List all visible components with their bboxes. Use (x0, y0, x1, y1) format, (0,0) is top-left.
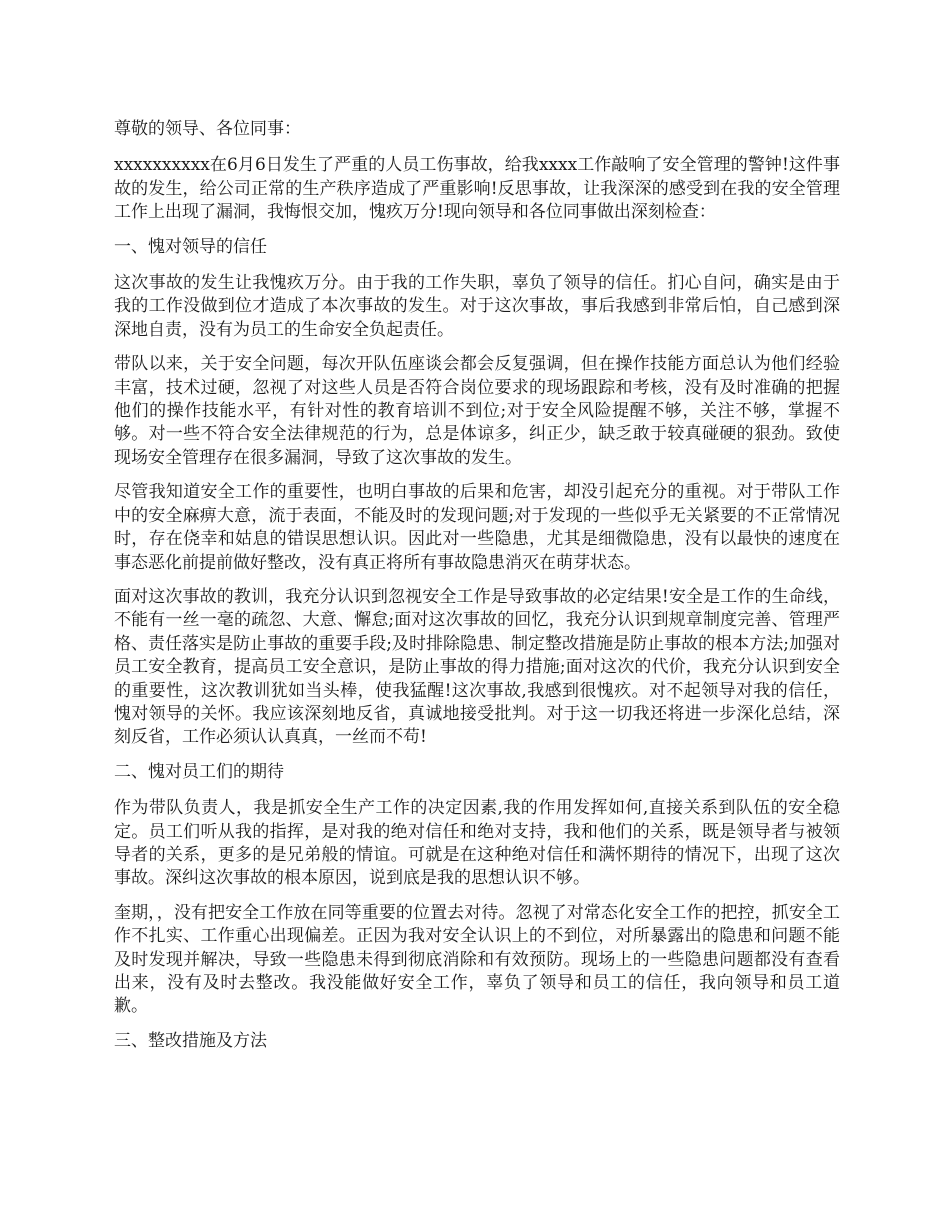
section-3-heading: 三、整改措施及方法 (114, 1030, 267, 1051)
section-1-paragraph-4: 面对这次事故的教训，我充分认识到忽视安全工作是导致事故的必定结果!安全是工作的生命线，不能有一丝一毫的疏忽、大意、懈怠;面对这次事故的回忆，我充分认识到规章制度完善、管理严格、责任落实是防止事故的重要手段;及时排除隐患、制定整改措施是防止事故的根本方法;加强对员工安全教育，提高员工安全意识，是防止事故的得力措施;面对这次的代价，我充分认识到安全的重要性，这次教训犹如当头棒，使我猛醒!这次事故,我感到很愧疚。对不起领导对我的信任，愧对领导的关怀。我应该深刻地反省，真诚地接受批判。对于这一切我还将进一步深化总结，深刻反省，工作必须认认真真，一丝而不苟! (114, 586, 840, 748)
section-1-paragraph-3: 尽管我知道安全工作的重要性，也明白事故的后果和危害，却没引起充分的重视。对于带队工作中的安全麻痹大意，流于表面，不能及时的发现问题;对于发现的一些似乎无关紧要的不正常情况时，存在侥幸和姑息的错误思想认识。因此对一些隐患，尤其是细微隐患，没有以最快的速度在事态恶化前提前做好整改，没有真正将所有事故隐患消灭在萌芽状态。 (114, 482, 840, 573)
section-2-heading: 二、愧对员工们的期待 (114, 761, 284, 782)
section-1-heading: 一、愧对领导的信任 (114, 236, 267, 257)
section-1-paragraph-2: 带队以来，关于安全问题，每次开队伍座谈会都会反复强调，但在操作技能方面总认为他们经验丰富，技术过硬，忽视了对这些人员是否符合岗位要求的现场跟踪和考核，没有及时准确的把握他们的操作技能水平，有针对性的教育培训不到位;对于安全风险提醒不够，关注不够，掌握不够。对一些不符合安全法律规范的行为，总是体谅多，纠正少，缺乏敢于较真碰硬的狠劲。致使现场安全管理存在很多漏洞，导致了这次事故的发生。 (114, 354, 840, 468)
document-body (114, 118, 840, 1066)
greeting: 尊敬的领导、各位同事： (114, 119, 301, 139)
section-2-paragraph-2: 奎期，，没有把安全工作放在同等重要的位置去对待。忽视了对常态化安全工作的把控，抓安全工作不扎实、工作重心出现偏差。正因为我对安全认识上的不到位，对所暴露出的隐患和问题不能及时发现并解决，导致一些隐患未得到彻底消除和有效预防。现场上的一些隐患问题都没有查看出来，没有及时去整改。我没能做好安全工作，辜负了领导和员工的信任，我向领导和员工道歉。 (114, 902, 840, 1017)
intro-paragraph: xxxxxxxxxx在6月6日发生了严重的人员工伤事故，给我xxxx工作敲响了安全管理的警钟!这件事故的发生，给公司正常的生产秩序造成了严重影响!反思事故，让我深深的感受到在我的安全管理工作上出现了漏洞，我悔恨交加，愧疚万分!现向领导和各位同事做出深刻检查： (114, 155, 840, 223)
section-1-paragraph-1: 这次事故的发生让我愧疚万分。由于我的工作失职，辜负了领导的信任。扪心自问，确实是由于我的工作没做到位才造成了本次事故的发生。对于这次事故，事后我感到非常后怕，自己感到深深地自责，没有为员工的生命安全负起责任。 (114, 273, 840, 340)
section-2-paragraph-1: 作为带队负责人，我是抓安全生产工作的决定因素,我的作用发挥如何,直接关系到队伍的安全稳定。员工们听从我的指挥，是对我的绝对信任和绝对支持，我和他们的关系，既是领导者与被领导者的关系，更多的是兄弟般的情谊。可就是在这种绝对信任和满怀期待的情况下，出现了这次事故。深纠这次事故的根本原因，说到底是我的思想认识不够。 (114, 798, 840, 889)
